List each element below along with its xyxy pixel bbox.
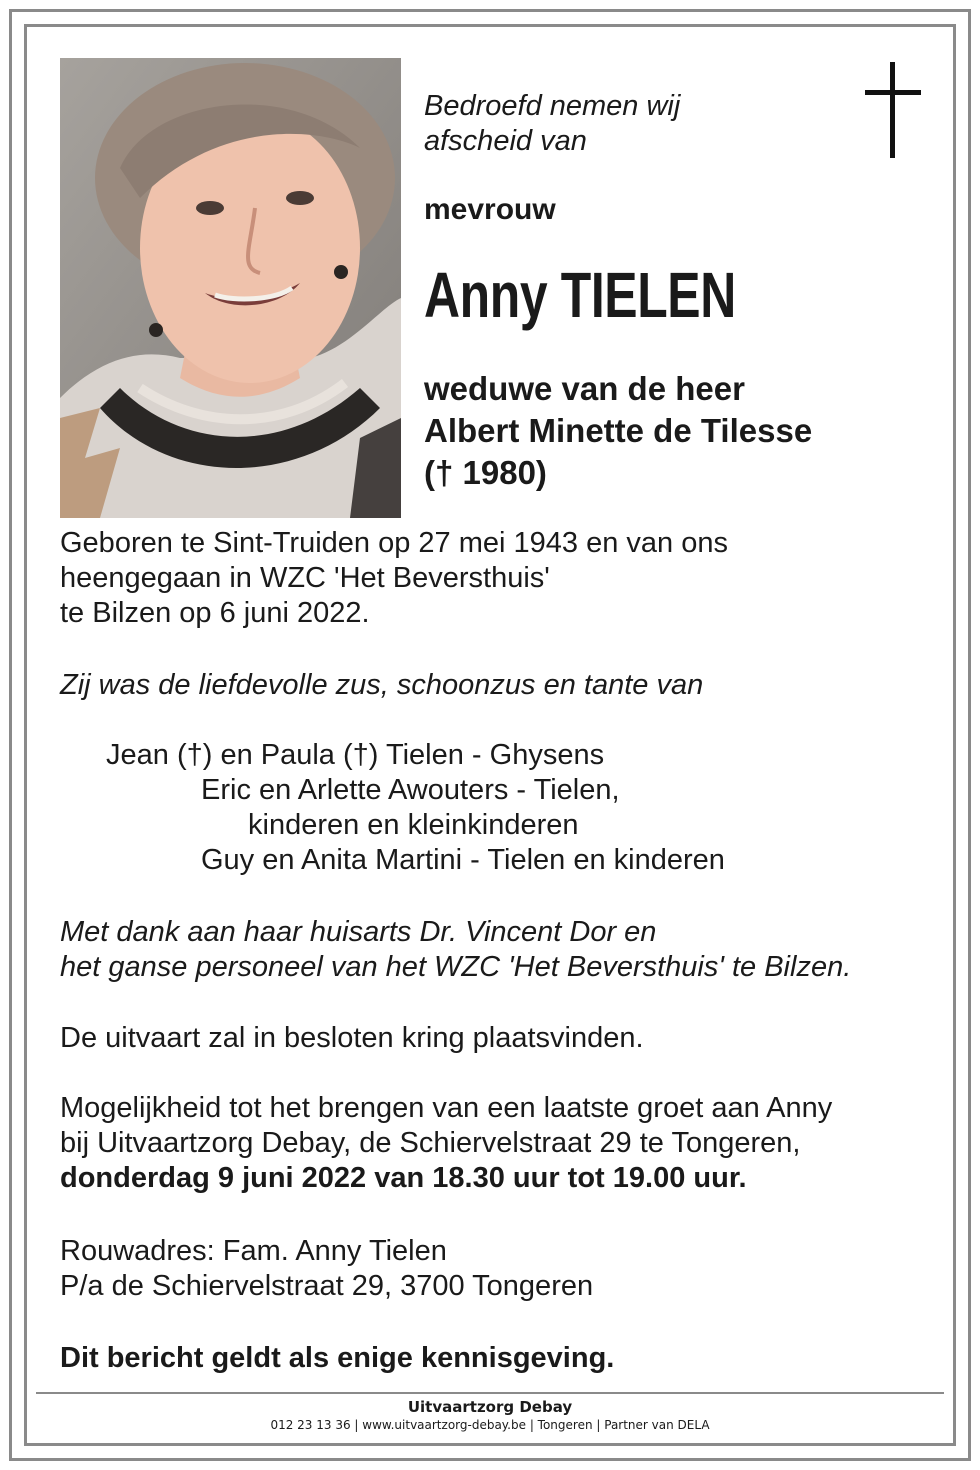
portrait-photo [60, 58, 401, 518]
deceased-name: Anny TIELEN [424, 259, 736, 331]
family-line: Jean (†) en Paula (†) Tielen - Ghysens [106, 739, 605, 771]
footer-company: Uitvaartzorg Debay [407, 1398, 573, 1416]
family-intro: Zij was de liefdevolle zus, schoonzus en tante van [60, 669, 704, 701]
widow-of: weduwe van de heer Albert Minette de Tilesse († 1980) [424, 370, 813, 491]
visit-datetime: donderdag 9 juni 2022 van 18.30 uur tot 19.00 uur. [60, 1162, 747, 1194]
footer-divider [36, 1392, 944, 1394]
birth-death-text: Geboren te Sint-Truiden op 27 mei 1943 en van ons heengegaan in WZC 'Het Beversthuis' te Bilzen op 6 juni 2022. [60, 527, 728, 629]
funeral-text: De uitvaart zal in besloten kring plaatsvinden. [60, 1022, 644, 1054]
title-mevrouw: mevrouw [424, 193, 556, 226]
visit-text: Mogelijkheid tot het brengen van een laatste groet aan Anny bij Uitvaartzorg Debay, de Schiervelstraat 29 te Tongeren, donderdag 9 juni 2022 van 18.30 uur tot 19.00 uur. [60, 1092, 833, 1194]
family-line: Eric en Arlette Awouters - Tielen, [201, 774, 620, 806]
intro-text: Bedroefd nemen wij afscheid van [424, 90, 681, 157]
footer-contact: 012 23 13 36 | www.uitvaartzorg-debay.be | Tongeren | Partner van DELA [270, 1418, 710, 1432]
mourning-address: Rouwadres: Fam. Anny Tielen P/a de Schiervelstraat 29, 3700 Tongeren [60, 1235, 594, 1302]
family-line: kinderen en kleinkinderen [248, 809, 579, 841]
cross-icon [865, 62, 921, 158]
thanks-text: Met dank aan haar huisarts Dr. Vincent Dor en het ganse personeel van het WZC 'Het Beversthuis' te Bilzen. [60, 916, 852, 983]
notice-text: Dit bericht geldt als enige kennisgeving. [60, 1342, 615, 1374]
family-line: Guy en Anita Martini - Tielen en kinderen [201, 844, 725, 876]
